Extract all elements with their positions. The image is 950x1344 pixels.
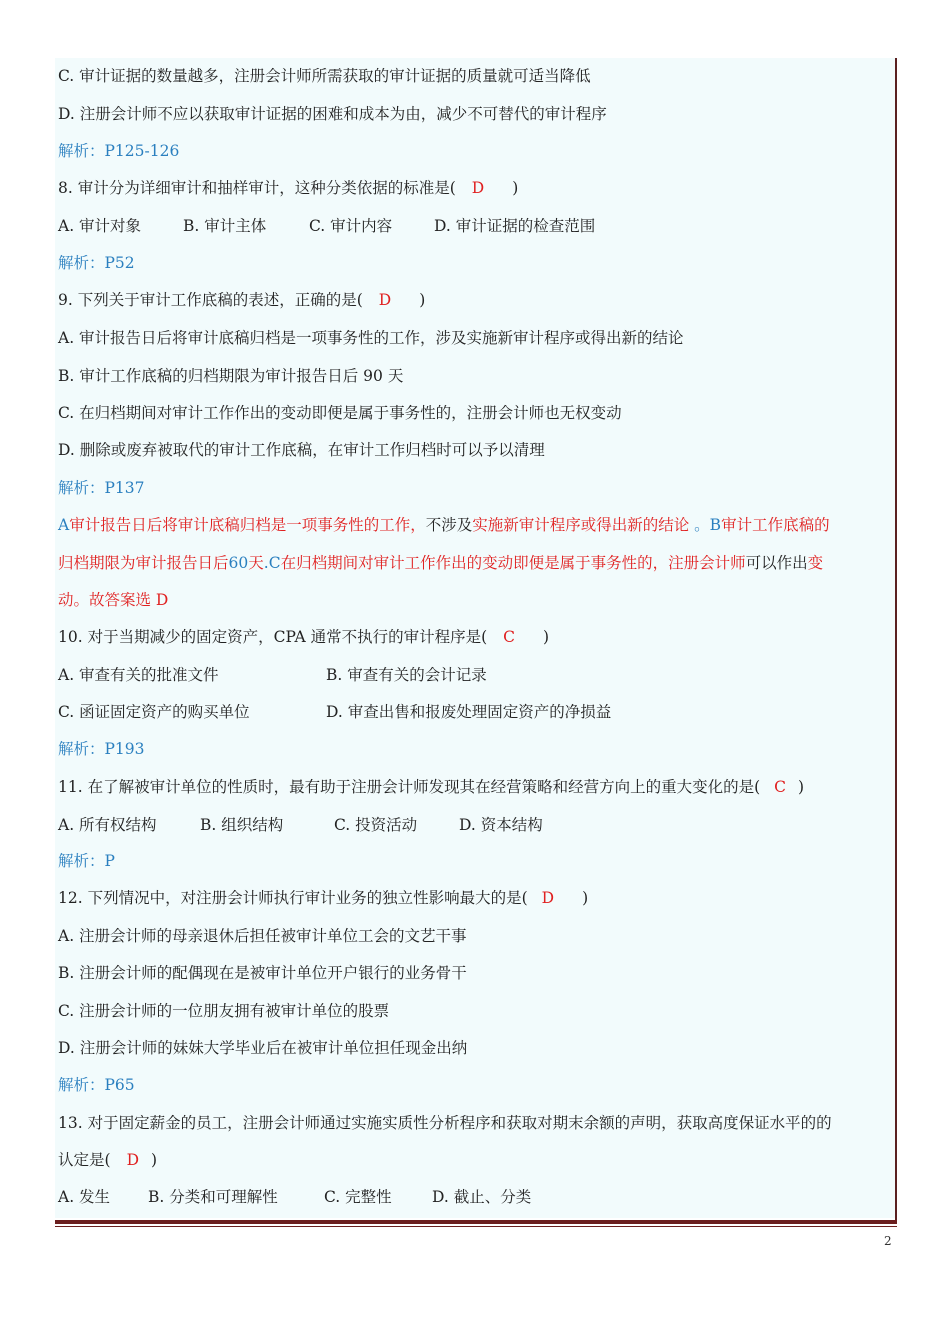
question-9-close: )	[419, 291, 426, 309]
question-10-options-ab	[58, 665, 487, 685]
question-10-stem: 10. 对于当期减少的固定资产，CPA 通常不执行的审计程序是(	[58, 628, 488, 646]
explanation-line-3: 动。故答案选 D	[58, 591, 169, 609]
question-10-close: )	[543, 628, 550, 646]
exp-text: 可以作出	[745, 554, 808, 572]
question-10-options-cd	[58, 702, 611, 722]
question-8-options	[58, 216, 595, 236]
question-12-close: )	[582, 889, 589, 907]
explanation-line-2	[58, 553, 823, 573]
exp-text: A	[58, 516, 70, 534]
option-c: C. 完整性	[324, 1188, 392, 1206]
option-a: A. 审计对象	[58, 217, 142, 235]
question-8-close: )	[512, 179, 519, 197]
question-11-options	[58, 815, 543, 835]
exp-text: 变	[807, 554, 824, 572]
question-11	[58, 777, 804, 797]
question-9-answer: D	[378, 291, 392, 309]
question-13-options	[58, 1187, 531, 1207]
option-d: D. 审计证据的检查范围	[434, 217, 596, 235]
option-b: B. 分类和可理解性	[148, 1188, 278, 1206]
explanation-line-1	[58, 515, 830, 535]
question-13-line-1: 13. 对于固定薪金的员工，注册会计师通过实施实质性分析程序和获取对期末余额的声明，获取高度保证水平的的	[58, 1114, 832, 1132]
question-8	[58, 178, 518, 198]
question-8-stem: 8. 审计分为详细审计和抽样审计，这种分类依据的标准是(	[58, 179, 456, 197]
bottom-rule-thick	[55, 1220, 897, 1224]
option-d-prev: D. 注册会计师不应以获取审计证据的困难和成本为由，减少不可替代的审计程序	[58, 105, 607, 123]
analysis-prev: 解析：P125-126	[58, 142, 180, 160]
question-9-option-d: D. 删除或废弃被取代的审计工作底稿，在审计工作归档时可以予以清理	[58, 441, 545, 459]
exp-text: .C	[263, 554, 281, 572]
option-d: D. 资本结构	[459, 816, 543, 834]
option-a: A. 审查有关的批准文件	[58, 666, 219, 684]
option-a: A. 所有权结构	[58, 816, 157, 834]
exp-text: 不涉及	[425, 516, 473, 534]
option-b: B. 组织结构	[200, 816, 284, 834]
option-c: C. 投资活动	[334, 816, 418, 834]
analysis-8: 解析：P52	[58, 254, 135, 272]
option-c-prev: C. 审计证据的数量越多，注册会计师所需获取的审计证据的质量就可适当降低	[58, 67, 591, 85]
exp-text: 天	[248, 554, 264, 572]
option-b: B. 审查有关的会计记录	[326, 666, 487, 684]
question-11-close: )	[798, 778, 805, 796]
exp-text: 。B	[689, 516, 722, 534]
option-c: C. 函证固定资产的购买单位	[58, 703, 250, 721]
exp-text: 60	[228, 554, 249, 572]
exp-text: 审计工作底稿的	[721, 516, 830, 534]
question-12-stem: 12. 下列情况中，对注册会计师执行审计业务的独立性影响最大的是(	[58, 889, 528, 907]
page-number: 2	[884, 1234, 892, 1248]
question-11-stem: 11. 在了解被审计单位的性质时，最有助于注册会计师发现其在经营策略和经营方向上的重大变化的是(	[58, 778, 761, 796]
exp-text: 实施新审计程序或得出新的结论	[472, 516, 690, 534]
question-9	[58, 290, 425, 310]
exp-text: 归档期限为审计报告日后	[58, 554, 229, 572]
analysis-9: 解析：P137	[58, 479, 145, 497]
option-b: B. 审计主体	[183, 217, 267, 235]
option-d: D. 截止、分类	[432, 1188, 532, 1206]
question-12	[58, 888, 588, 908]
question-9-stem: 9. 下列关于审计工作底稿的表述，正确的是(	[58, 291, 363, 309]
question-9-option-a: A. 审计报告日后将审计底稿归档是一项事务性的工作，涉及实施新审计程序或得出新的结论	[58, 329, 684, 347]
question-10	[58, 627, 549, 647]
option-c: C. 审计内容	[309, 217, 393, 235]
exp-text: 审计报告日后将审计底稿归档是一项事务性的工作，	[69, 516, 426, 534]
question-12-answer: D	[541, 889, 555, 907]
question-12-option-a: A. 注册会计师的母亲退休后担任被审计单位工会的文艺干事	[58, 927, 467, 945]
question-9-option-b: B. 审计工作底稿的归档期限为审计报告日后 90 天	[58, 367, 404, 385]
question-10-answer: C	[503, 628, 515, 646]
question-11-answer: C	[774, 778, 787, 796]
question-12-option-d: D. 注册会计师的妹妹大学毕业后在被审计单位担任现金出纳	[58, 1039, 468, 1057]
option-d: D. 审查出售和报废处理固定资产的净损益	[326, 703, 612, 721]
question-13-stem: 认定是(	[58, 1151, 111, 1169]
question-13-line-2	[58, 1150, 157, 1170]
question-12-option-c: C. 注册会计师的一位朋友拥有被审计单位的股票	[58, 1002, 390, 1020]
analysis-11: 解析：P	[58, 852, 115, 870]
question-12-option-b: B. 注册会计师的配偶现在是被审计单位开户银行的业务骨干	[58, 964, 467, 982]
option-a: A. 发生	[58, 1188, 111, 1206]
bottom-rule-thin	[55, 1226, 897, 1227]
right-border	[895, 58, 897, 1224]
analysis-12: 解析：P65	[58, 1076, 135, 1094]
question-13-answer: D	[126, 1151, 139, 1169]
question-13-close: )	[151, 1151, 158, 1169]
analysis-10: 解析：P193	[58, 740, 145, 758]
exp-text: 在归档期间对审计工作作出的变动即便是属于事务性的，注册会计师	[280, 554, 746, 572]
question-9-option-c: C. 在归档期间对审计工作作出的变动即便是属于事务性的，注册会计师也无权变动	[58, 404, 622, 422]
question-8-answer: D	[471, 179, 485, 197]
